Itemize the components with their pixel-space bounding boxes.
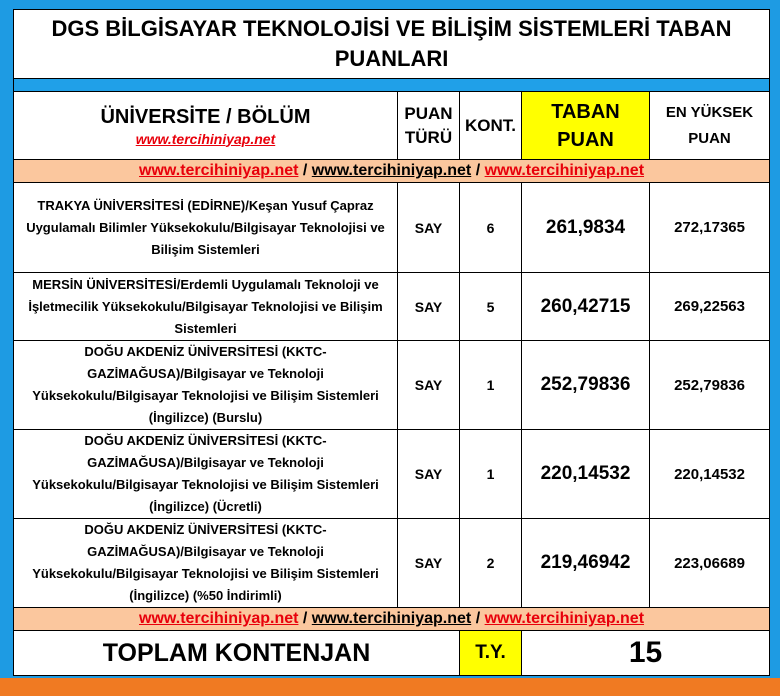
row-en-yuksek: 269,22563 (650, 273, 770, 341)
banner-separator: / (302, 162, 308, 179)
score-table (13, 9, 770, 676)
total-label: TOPLAM KONTENJAN (14, 631, 460, 676)
header-university (14, 92, 398, 160)
site-banner-top (14, 160, 770, 183)
banner-link-3[interactable]: www.tercihiniyap.net (484, 610, 645, 627)
row-taban-puan: 261,9834 (522, 183, 650, 273)
header-taban-line1: TABAN (551, 100, 620, 123)
row-kont: 5 (460, 273, 522, 341)
row-program-name: DOĞU AKDENİZ ÜNİVERSİTESİ (KKTC-GAZİMAĞUSA)/Bilgisayar ve Teknoloji Yüksekokulu/Bilgisayar Teknolojisi ve Bilişim Sistemleri (İngilizce) (Burslu) (14, 341, 398, 430)
total-value: 15 (522, 631, 770, 676)
header-en-yuksek-line1: EN YÜKSEK (665, 103, 754, 121)
row-puan-turu: SAY (398, 519, 460, 608)
row-kont: 1 (460, 341, 522, 430)
header-university-label: ÜNİVERSİTE / BÖLÜM (100, 105, 311, 128)
banner-link-3[interactable]: www.tercihiniyap.net (484, 162, 645, 179)
row-puan-turu: SAY (398, 341, 460, 430)
table-row (14, 430, 770, 519)
banner-link-1[interactable]: www.tercihiniyap.net (139, 610, 299, 627)
row-taban-puan: 260,42715 (522, 273, 650, 341)
row-puan-turu: SAY (398, 183, 460, 273)
total-row (14, 631, 770, 676)
table-row (14, 341, 770, 430)
row-kont: 2 (460, 519, 522, 608)
header-site-link[interactable]: www.tercihiniyap.net (135, 130, 276, 147)
row-program-name: MERSİN ÜNİVERSİTESİ/Erdemli Uygulamalı Teknoloji ve İşletmecilik Yüksekokulu/Bilgisayar Teknolojisi ve Bilişim Sistemleri (14, 273, 398, 341)
table-row (14, 183, 770, 273)
banner-link-1[interactable]: www.tercihiniyap.net (139, 162, 299, 179)
table-row (14, 273, 770, 341)
row-program-name: DOĞU AKDENİZ ÜNİVERSİTESİ (KKTC-GAZİMAĞUSA)/Bilgisayar ve Teknoloji Yüksekokulu/Bilgisayar Teknolojisi ve Bilişim Sistemleri (İngilizce) (Ücretli) (14, 430, 398, 519)
row-taban-puan: 219,46942 (522, 519, 650, 608)
total-ty-badge: T.Y. (460, 631, 522, 676)
site-banner-bottom (14, 608, 770, 631)
row-puan-turu: SAY (398, 430, 460, 519)
row-program-name: DOĞU AKDENİZ ÜNİVERSİTESİ (KKTC-GAZİMAĞUSA)/Bilgisayar ve Teknoloji Yüksekokulu/Bilgisayar Teknolojisi ve Bilişim Sistemleri (İngilizce) (%50 İndirimli) (14, 519, 398, 608)
header-kont: KONT. (460, 92, 522, 160)
row-kont: 6 (460, 183, 522, 273)
row-en-yuksek: 223,06689 (650, 519, 770, 608)
banner-link-2[interactable]: www.tercihiniyap.net (311, 162, 472, 179)
header-en-yuksek-line2: PUAN (688, 129, 731, 147)
row-puan-turu: SAY (398, 273, 460, 341)
row-en-yuksek: 272,17365 (650, 183, 770, 273)
header-puan-turu-line2: TÜRÜ (404, 127, 453, 147)
row-taban-puan: 252,79836 (522, 341, 650, 430)
bottom-orange-bar (0, 678, 780, 696)
banner-link-2[interactable]: www.tercihiniyap.net (311, 610, 472, 627)
row-en-yuksek: 220,14532 (650, 430, 770, 519)
row-en-yuksek: 252,79836 (650, 341, 770, 430)
row-taban-puan: 220,14532 (522, 430, 650, 519)
banner-separator: / (475, 610, 481, 627)
table-header (14, 92, 770, 160)
header-puan-turu-line1: PUAN (404, 103, 453, 123)
header-taban-line2: PUAN (557, 128, 614, 151)
page-title: DGS BİLGİSAYAR TEKNOLOJİSİ VE BİLİŞİM SİSTEMLERİ TABAN PUANLARI (14, 10, 770, 79)
banner-separator: / (475, 162, 481, 179)
blue-divider (14, 79, 770, 92)
row-kont: 1 (460, 430, 522, 519)
table-row (14, 519, 770, 608)
row-program-name: TRAKYA ÜNİVERSİTESİ (EDİRNE)/Keşan Yusuf Çapraz Uygulamalı Bilimler Yüksekokulu/Bilgisayar Teknolojisi ve Bilişim Sistemleri (14, 183, 398, 273)
header-taban-puan (522, 92, 650, 160)
header-en-yuksek (650, 92, 770, 160)
banner-separator: / (302, 610, 308, 627)
header-puan-turu (398, 92, 460, 160)
